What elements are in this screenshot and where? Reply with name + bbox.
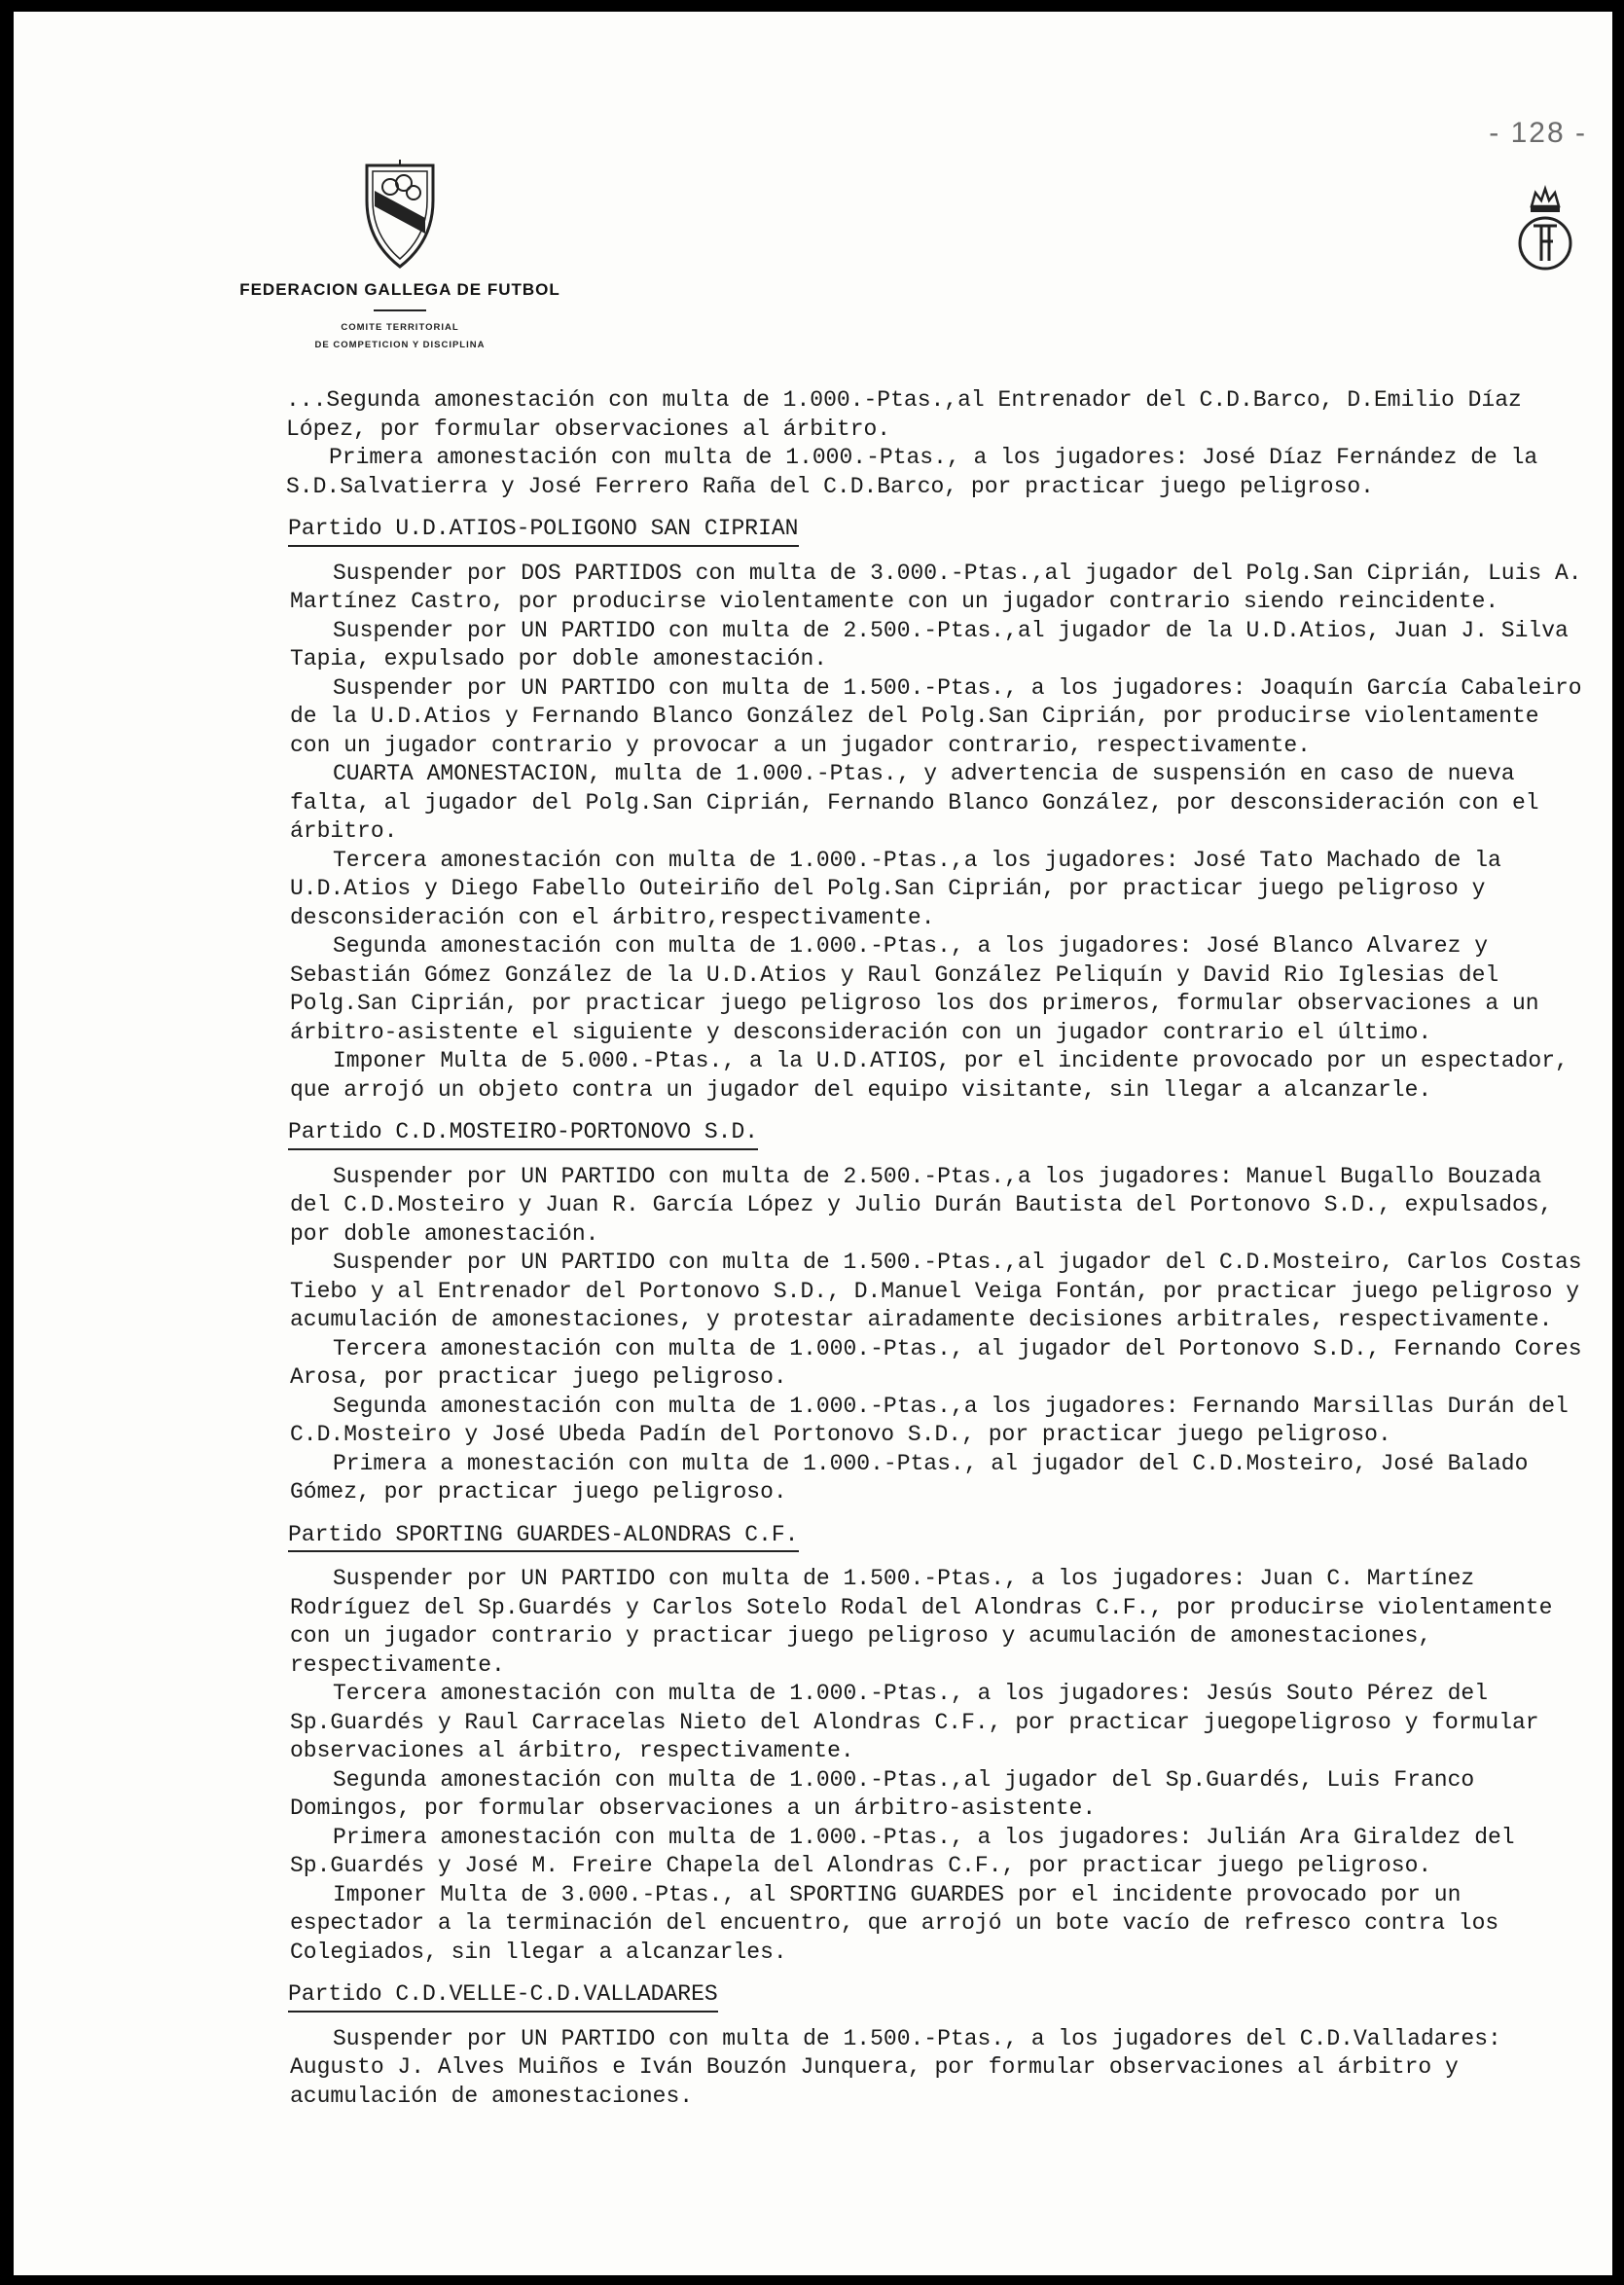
sanction-paragraph: Imponer Multa de 3.000.-Ptas., al SPORTING GUARDES por el incidente provocado por un espectador a la terminación del encuentro, que arrojó un bote vacío de refresco contra los Colegiados, sin llegar a alcanzarles. (290, 1881, 1499, 1965)
sanction-paragraph: Tercera amonestación con multa de 1.000.-Ptas., a los jugadores: Jesús Souto Pérez del Sp.Guardés y Raul Carracelas Nieto del Alondras C.F., por practicar juegopeligroso y formular observaciones al árbitro, respectivamente. (290, 1681, 1539, 1763)
federation-shield-icon (361, 158, 439, 272)
sanction-paragraph: Suspender por UN PARTIDO con multa de 1.500.-Ptas., a los jugadores del C.D.Valladares: Augusto J. Alves Muiños e Iván Bouzón Junquera, por formular observaciones al árbitro y acumulación de amonestaciones. (290, 2025, 1501, 2109)
match-heading: Partido U.D.ATIOS-POLIGONO SAN CIPRIAN (288, 515, 799, 547)
sanction-paragraph: Primera a monestación con multa de 1.000.-Ptas., al jugador del C.D.Mosteiro, José Balado Gómez, por practicar juego peligroso. (290, 1450, 1529, 1505)
royal-crown-crest-icon (1514, 185, 1576, 274)
sanction-paragraph: Suspender por UN PARTIDO con multa de 2.500.-Ptas.,a los jugadores: Manuel Bugallo Bouzada del C.D.Mosteiro y Juan R. García López y Julio Durán Bautista del Portonovo S.D., expulsados, por doble amonestación. (290, 1163, 1553, 1247)
committee-line-2: DE COMPETICION Y DISCIPLINA (314, 340, 486, 350)
committee-line-1: COMITE TERRITORIAL (341, 322, 459, 333)
letterhead-divider (374, 309, 426, 311)
sanction-paragraph: Suspender por UN PARTIDO con multa de 2.500.-Ptas.,al jugador de la U.D.Atios, Juan J. Silva Tapia, expulsado por doble amonestación. (290, 617, 1569, 671)
page-number: - 128 - (1489, 117, 1587, 149)
sanction-paragraph: Tercera amonestación con multa de 1.000.-Ptas., al jugador del Portonovo S.D., Fernando Cores Arosa, por practicar juego peligroso. (290, 1335, 1582, 1390)
match-heading: Partido C.D.MOSTEIRO-PORTONOVO S.D. (288, 1118, 758, 1150)
organization-name: FEDERACION GALLEGA DE FUTBOL (239, 280, 560, 299)
sanction-paragraph: Imponer Multa de 5.000.-Ptas., a la U.D.ATIOS, por el incidente provocado por un espectador, que arrojó un objeto contra un jugador del equipo visitante, sin llegar a alcanzarle. (290, 1048, 1569, 1103)
intro-paragraph: Primera amonestación con multa de 1.000.-Ptas., a los jugadores: José Díaz Fernández de la S.D.Salvatierra y José Ferrero Raña del C.D.Barco, por practicar juego peligroso. (286, 445, 1538, 499)
sanction-paragraph: CUARTA AMONESTACION, multa de 1.000.-Ptas., y advertencia de suspensión en caso de nueva falta, al jugador del Polg.San Ciprián, Fernando Blanco González, por desconsideración con el árbitro. (290, 761, 1539, 844)
intro-paragraph: ...Segunda amonestación con multa de 1.000.-Ptas.,al Entrenador del C.D.Barco, D.Emilio Díaz López, por formular observaciones al árbitro. (286, 387, 1522, 442)
sanction-paragraph: Suspender por UN PARTIDO con multa de 1.500.-Ptas., a los jugadores: Juan C. Martínez Rodríguez del Sp.Guardés y Carlos Sotelo Rodal del Alondras C.F., por producirse violentamente con un jugador contrario y practicar juego peligroso y acumulación de amonestaciones, respectivamente. (290, 1566, 1553, 1678)
document-page (14, 12, 1612, 2275)
match-section (286, 1507, 1590, 1968)
match-section (286, 501, 1590, 1105)
sanction-paragraph: Suspender por UN PARTIDO con multa de 1.500.-Ptas., a los jugadores: Joaquín García Cabaleiro de la U.D.Atios y Fernando Blanco González del Polg.San Ciprián, por producirse violentamente con un jugador contrario y provocar a un jugador contrario, respectivamente. (290, 674, 1582, 758)
sanction-paragraph: Segunda amonestación con multa de 1.000.-Ptas.,a los jugadores: Fernando Marsillas Durán del C.D.Mosteiro y José Ubeda Padín del Portonovo S.D., por practicar juego peligroso. (290, 1393, 1569, 1447)
match-heading: Partido C.D.VELLE-C.D.VALLADARES (288, 1980, 718, 2013)
sanction-paragraph: Suspender por UN PARTIDO con multa de 1.500.-Ptas.,al jugador del C.D.Mosteiro, Carlos Costas Tiebo y al Entrenador del Portonovo S.D., D.Manuel Veiga Fontán, por practicar juego peligroso y acumulación de amonestaciones, y protestar airadamente decisiones arbitrales, respectivamente. (290, 1250, 1582, 1332)
sanction-paragraph: Segunda amonestación con multa de 1.000.-Ptas., a los jugadores: José Blanco Alvarez y Sebastián Gómez González de la U.D.Atios y Raul González Peliquín y David Rio Iglesias del Polg.San Ciprián, por practicar juego peligroso los dos primeros, formular observaciones a un árbitro-asistente el siguiente y desconsideración con un jugador contrario el último. (290, 933, 1539, 1045)
match-section (286, 1105, 1590, 1507)
sanction-paragraph: Primera amonestación con multa de 1.000.-Ptas., a los jugadores: Julián Ara Giraldez del Sp.Guardés y José M. Freire Chapela del Alondras C.F., por practicar juego peligroso. (290, 1824, 1515, 1878)
resolutions-text (286, 386, 1590, 2111)
letterhead (239, 158, 560, 354)
match-heading: Partido SPORTING GUARDES-ALONDRAS C.F. (288, 1521, 799, 1553)
sanction-paragraph: Tercera amonestación con multa de 1.000.-Ptas.,a los jugadores: José Tato Machado de la U.D.Atios y Diego Fabello Outeiriño del Polg.San Ciprián, por practicar juego peligroso y desconsideración con el árbitro,respectivamente. (290, 847, 1501, 930)
sanction-paragraph: Segunda amonestación con multa de 1.000.-Ptas.,al jugador del Sp.Guardés, Luis Franco Domingos, por formular observaciones a un árbitro-asistente. (290, 1766, 1475, 1821)
sanction-paragraph: Suspender por DOS PARTIDOS con multa de 3.000.-Ptas.,al jugador del Polg.San Ciprián, Luis A. Martínez Castro, por producirse violentamente con un jugador contrario siendo reincidente. (290, 560, 1582, 614)
match-section (286, 1967, 1590, 2111)
